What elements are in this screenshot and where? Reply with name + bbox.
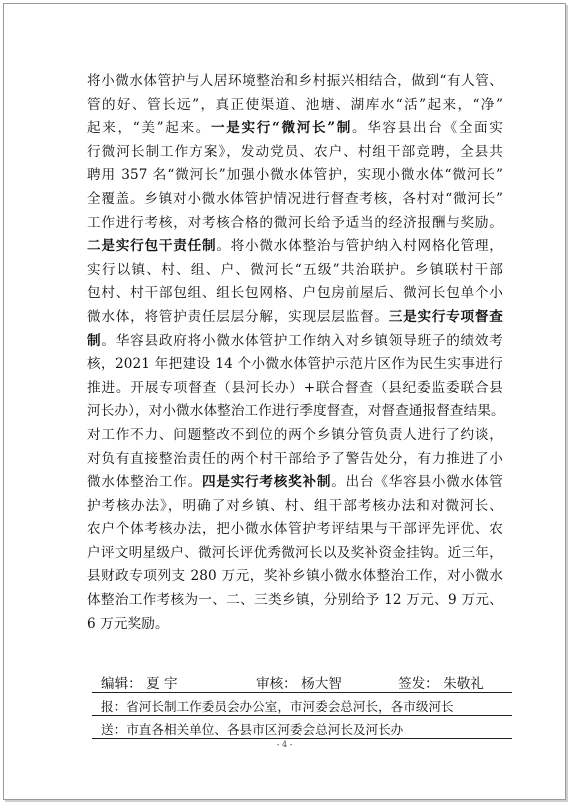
text-run: 农户个体考核办法，把小微水体管护考评结果与干部评先评优、农 (87, 521, 503, 538)
text-line (87, 188, 503, 212)
bold-heading-run: 制 (87, 332, 102, 349)
text-run: 县财政专项列支 280 万元，奖补乡镇小微水体整治工作，对小微水 (87, 568, 503, 585)
text-run: 护考核办法》，明确了对乡镇、村、组干部考核办法和对微河长、 (87, 497, 503, 514)
text-run: 对负有直接整治责任的两个村干部给予了警告处分，有力推进了小 (87, 450, 503, 467)
text-line (87, 377, 503, 401)
text-line (87, 94, 503, 118)
text-run: 工作进行考核，对考核合格的微河长给予适当的经济报酬与奖励。 (87, 214, 503, 231)
top-rule (92, 692, 512, 693)
text-line (87, 613, 503, 637)
body-paragraph (87, 70, 503, 636)
text-line (87, 353, 503, 377)
issuer-label: 签发： 朱敬礼 (398, 676, 484, 692)
text-line (87, 212, 503, 236)
text-run: 将小微水体管护与人居环境整治和乡村振兴相结合，做到“有人管、 (87, 73, 503, 89)
text-run: 。华容县出台《全面实 (352, 120, 503, 137)
text-line (87, 117, 503, 141)
send-to-line: 送：市直各相关单位、各县市区河委会总河长及河长办 (101, 722, 404, 737)
text-run: 管的好、管长远”，真正使渠道、池塘、湖库水“活”起来，“净” (87, 96, 503, 113)
editor-label: 编辑： 夏 宇 (101, 676, 178, 692)
text-run: 核，2021 年把建设 14 个小微水体管护示范片区作为民生实事进行 (87, 356, 503, 373)
reviewer-label: 审核： 杨大智 (256, 676, 342, 692)
text-run: 微水体，将管护责任层层分解，实现层层监督。 (87, 308, 389, 325)
page-number: - 4 - (276, 740, 293, 749)
text-line (87, 306, 503, 330)
text-line (87, 424, 503, 448)
text-line (87, 495, 503, 519)
text-run: 微水体整治工作。 (87, 474, 202, 491)
bold-heading-run: 三是实行专项督查 (388, 308, 503, 325)
text-line (87, 164, 503, 188)
bold-heading-run: 四是实行考核奖补制 (201, 474, 332, 491)
text-line (87, 589, 503, 613)
text-line (87, 259, 503, 283)
text-run: 起来，“美”起来。 (87, 120, 212, 137)
text-run: 行微河长制工作方案》，发动党员、农户、村组干部竞聘，全县共 (87, 143, 503, 160)
text-line (87, 400, 503, 424)
text-line (87, 330, 503, 354)
text-run: 6 万元奖励。 (87, 615, 169, 632)
text-run: 。将小微水体整治与管护纳入村网格化管理， (216, 238, 503, 255)
report-to-line: 报：省河长制工作委员会办公室，市河委会总河长，各市级河长 (101, 699, 454, 714)
text-line (87, 448, 503, 472)
text-run: 。出台《华容县小微水体管 (331, 474, 503, 491)
text-line (87, 471, 503, 495)
text-run: 对工作不力、问题整改不到位的两个乡镇分管负责人进行了约谈， (87, 426, 503, 443)
bottom-rule (92, 738, 512, 739)
bold-heading-run: 二是实行包干责任制 (87, 238, 217, 255)
text-line (87, 565, 503, 589)
text-run: 。华容县政府将小微水体管护工作纳入对乡镇领导班子的绩效考 (101, 332, 503, 349)
text-line (87, 70, 503, 94)
text-line (87, 282, 503, 306)
text-run: 体整治工作考核为一、二、三类乡镇，分别给予 12 万元、9 万元、 (87, 592, 503, 609)
text-run: 全覆盖。乡镇对小微水体管护情况进行督查考核，各村对“微河长” (87, 190, 503, 207)
text-run: 聘用 357 名“微河长”加强小微水体管护，实现小微水体“微河长” (87, 167, 503, 184)
text-line (87, 518, 503, 542)
text-run: 户评文明星级户、微河长评优秀微河长以及奖补资金挂钩。近三年， (87, 544, 503, 561)
text-run: 实行以镇、村、组、户、微河长“五级”共治联护。乡镇联村干部 (87, 261, 503, 278)
text-line (87, 141, 503, 165)
text-line (87, 235, 503, 259)
text-run: 推进。开展专项督查（县河长办）+联合督查（县纪委监委联合县 (87, 379, 503, 396)
bold-heading-run: 一是实行“微河长”制 (211, 120, 353, 137)
text-run: 河长办），对小微水体整治工作进行季度督查，对督查通报督查结果。 (87, 403, 505, 420)
middle-rule (92, 715, 512, 716)
text-run: 包村、村干部包组、组长包网格、户包房前屋后、微河长包单个小 (87, 285, 503, 302)
text-line (87, 542, 503, 566)
